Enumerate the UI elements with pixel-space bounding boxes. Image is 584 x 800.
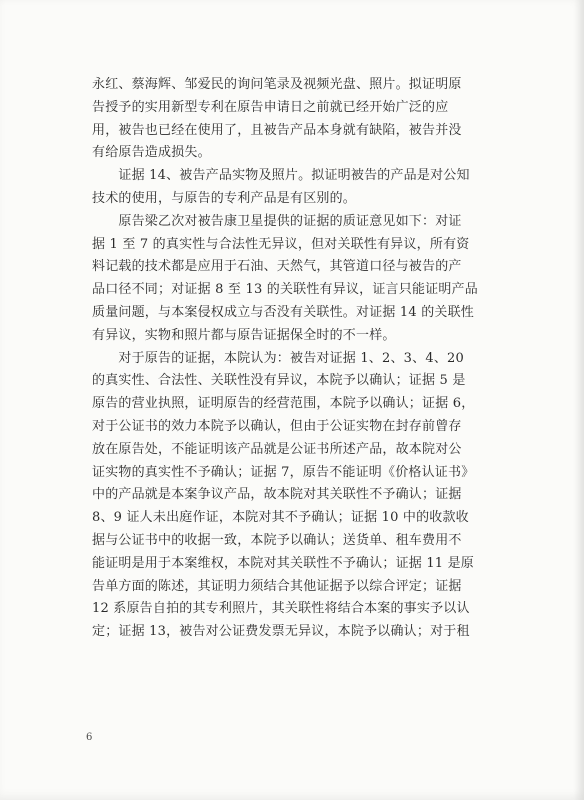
text-line: 定；证据 13，被告对公证费发票无异议，本院予以确认；对于租 (92, 624, 470, 640)
text-line: 品口径不同；对证据 8 至 13 的关联性有异议，证言只能证明产品 (92, 282, 478, 298)
text-line: 中的产品就是本案争议产品，故本院对其关联性不予确认；证据 (92, 487, 462, 503)
text-line: 永红、蔡海辉、邹爱民的询问笔录及视频光盘、照片。拟证明原 (92, 77, 462, 92)
text-line: 据 1 至 7 的真实性与合法性无异议，但对关联性有异议，所有资 (92, 236, 470, 252)
text-line: 放在原告处，不能证明该产品就是公证书所述产品，故本院对公 (92, 441, 462, 457)
text-line: 告授予的实用新型专利在原告申请日之前就已经开始广泛的应 (92, 99, 449, 115)
text-line: 证据 14、被告产品实物及照片。拟证明被告的产品是对公知 (92, 168, 470, 184)
paragraph-cross-examination (92, 211, 516, 348)
text-line: 原告的营业执照，证明原告的经营范围，本院予以确认；证据 6， (92, 396, 475, 412)
text-line: 有给原告造成损失。 (92, 145, 211, 161)
text-line: 对于公证书的效力本院予以确认，但由于公证实物在封存前曾存 (92, 418, 462, 434)
text-line: 据与公证书中的收据一致，本院予以确认；送货单、租车费用不 (92, 532, 462, 548)
paragraph-court-opinion (92, 348, 516, 644)
text-line: 技术的使用，与原告的专利产品是有区别的。 (92, 190, 357, 206)
text-line: 能证明是用于本案维权，本院对其关联性不予确认；证据 11 是原 (92, 555, 475, 571)
text-line: 证实物的真实性不予确认；证据 7，原告不能证明《价格认证书》 (92, 464, 475, 480)
text-line: 12 系原告自拍的其专利照片，其关联性将结合本案的事实予以认 (92, 601, 470, 617)
text-line: 原告梁乙次对被告康卫星提供的证据的质证意见如下：对证 (92, 213, 462, 229)
document-body (92, 74, 516, 644)
paragraph-evidence-14 (92, 165, 516, 211)
text-line: 料记载的技术都是应用于石油、天然气，其管道口径与被告的产 (92, 259, 462, 275)
right-edge-shadow (574, 0, 584, 800)
text-line: 告单方面的陈述，其证明力须结合其他证据予以综合评定；证据 (92, 578, 462, 594)
text-line: 质量问题，与本案侵权成立与否没有关联性。对证据 14 的关联性 (92, 304, 475, 320)
text-line: 有异议，实物和照片都与原告证据保全时的不一样。 (92, 327, 396, 343)
text-line: 8、9 证人未出庭作证，本院对其不予确认；证据 10 中的收款收 (92, 510, 469, 526)
paragraph-witness-evidence (92, 74, 516, 165)
text-line: 对于原告的证据，本院认为：被告对证据 1、2、3、4、20 (92, 350, 464, 366)
text-line: 的真实性、合法性、关联性没有异议，本院予以确认；证据 5 是 (92, 373, 466, 389)
text-line: 用，被告也已经在使用了，且被告产品本身就有缺陷，被告并没 (92, 122, 462, 138)
page-number: 6 (86, 732, 93, 743)
